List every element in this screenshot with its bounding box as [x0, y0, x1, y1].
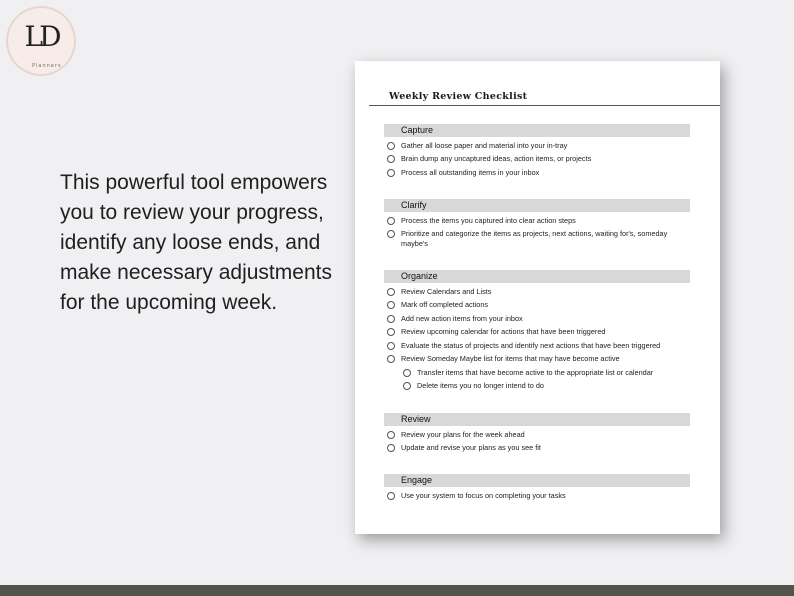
footer-bar	[0, 585, 794, 596]
checkbox-circle-icon[interactable]	[387, 342, 395, 350]
checkbox-circle-icon[interactable]	[387, 355, 395, 363]
section-heading: Engage	[384, 474, 690, 487]
section-clarify	[384, 199, 690, 249]
checklist-item[interactable]: Mark off completed actions	[384, 300, 690, 310]
checklist-subitem[interactable]: Delete items you no longer intend to do	[384, 381, 690, 391]
section-organize	[384, 270, 690, 391]
checklist-item[interactable]: Use your system to focus on completing your tasks	[384, 491, 690, 501]
logo-ring-text: Planners	[32, 63, 62, 69]
logo-monogram: LD	[24, 20, 58, 53]
checkbox-circle-icon[interactable]	[387, 492, 395, 500]
checklist-item[interactable]: Evaluate the status of projects and identify next actions that have been triggered	[384, 341, 690, 351]
checklist-item[interactable]: Prioritize and categorize the items as projects, next actions, waiting for's, someday maybe's	[384, 229, 690, 249]
section-heading: Capture	[384, 124, 690, 137]
checklist-item[interactable]: Process the items you captured into clear action steps	[384, 216, 690, 226]
checkbox-circle-icon[interactable]	[387, 169, 395, 177]
description-text: This powerful tool empowers you to review your progress, identify any loose ends, and make necessary adjustments for the upcoming week.	[60, 171, 332, 314]
checklist-subitem[interactable]: Transfer items that have become active to the appropriate list or calendar	[384, 368, 690, 378]
section-heading: Organize	[384, 270, 690, 283]
checkbox-circle-icon[interactable]	[403, 369, 411, 377]
checkbox-circle-icon[interactable]	[387, 301, 395, 309]
checklist-item[interactable]: Review your plans for the week ahead	[384, 430, 690, 440]
checklist-item[interactable]: Process all outstanding items in your inbox	[384, 168, 690, 178]
checkbox-circle-icon[interactable]	[403, 382, 411, 390]
checklist-item[interactable]: Review upcoming calendar for actions that have been triggered	[384, 327, 690, 337]
checklist-item[interactable]: Update and revise your plans as you see fit	[384, 443, 690, 453]
checklist-item[interactable]: Review Someday Maybe list for items that may have become active	[384, 354, 690, 364]
checkbox-circle-icon[interactable]	[387, 288, 395, 296]
checklist-page	[355, 61, 720, 534]
brand-logo	[8, 8, 74, 74]
section-engage	[384, 474, 690, 501]
checkbox-circle-icon[interactable]	[387, 155, 395, 163]
checkbox-circle-icon[interactable]	[387, 230, 395, 238]
checklist-item[interactable]: Gather all loose paper and material into your in-tray	[384, 141, 690, 151]
checkbox-circle-icon[interactable]	[387, 444, 395, 452]
checklist-item[interactable]: Brain dump any uncaptured ideas, action items, or projects	[384, 154, 690, 164]
checkbox-circle-icon[interactable]	[387, 328, 395, 336]
checkbox-circle-icon[interactable]	[387, 217, 395, 225]
title-divider	[369, 105, 720, 106]
page-title: Weekly Review Checklist	[389, 91, 528, 102]
section-capture	[384, 124, 690, 178]
checklist-item[interactable]: Review Calendars and Lists	[384, 287, 690, 297]
section-heading: Clarify	[384, 199, 690, 212]
checklist-item[interactable]: Add new action items from your inbox	[384, 314, 690, 324]
checkbox-circle-icon[interactable]	[387, 315, 395, 323]
checkbox-circle-icon[interactable]	[387, 142, 395, 150]
section-heading: Review	[384, 413, 690, 426]
section-review	[384, 413, 690, 453]
checkbox-circle-icon[interactable]	[387, 431, 395, 439]
